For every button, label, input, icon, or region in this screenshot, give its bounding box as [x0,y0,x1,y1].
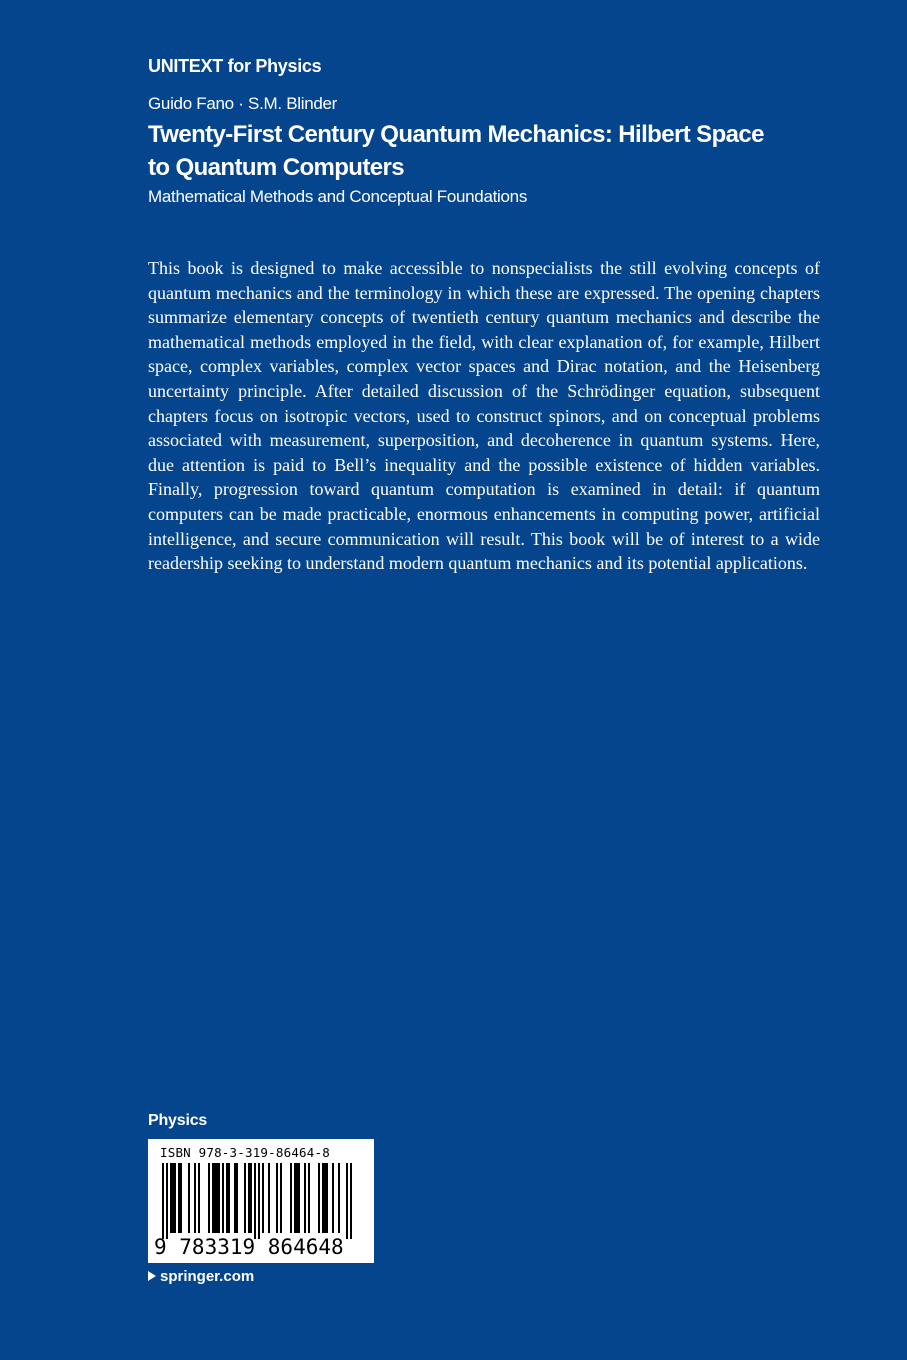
publisher-link[interactable] [148,1268,254,1285]
barcode-bar [174,1163,176,1233]
barcode-bar [208,1163,210,1233]
barcode-bar [188,1163,190,1233]
subject-category: Physics [148,1112,208,1129]
triangle-right-icon [148,1271,156,1281]
barcode-bar [166,1163,168,1239]
barcode-bar [290,1163,292,1233]
barcode-bar [254,1163,256,1239]
barcode-bar [250,1163,252,1233]
book-subtitle: Mathematical Methods and Conceptual Foundations [148,187,528,206]
barcode-bar [162,1163,164,1239]
barcode-bar [258,1163,260,1239]
barcode-bar [236,1163,238,1233]
barcode-bar [178,1163,180,1233]
series-name: UNITEXT for Physics [148,56,322,76]
ean-digits: 9 783319 864648 [154,1235,344,1259]
barcode-bar [228,1163,230,1233]
barcode-bar [304,1163,306,1233]
book-title: Twenty-First Century Quantum Mechanics: Hilbert Space to Quantum Computers [148,121,764,181]
authors: Guido Fano · S.M. Blinder [148,94,338,113]
barcode-bar [332,1163,334,1233]
barcode-bar [226,1163,228,1233]
barcode-bar [194,1163,196,1233]
barcode-bar [234,1163,236,1233]
barcode-bar [338,1163,340,1233]
barcode-bar [318,1163,320,1233]
isbn-label: ISBN 978-3-319-86464-8 [160,1145,330,1160]
barcode-bar [346,1163,348,1239]
barcode-bar [326,1163,328,1233]
barcode-bar [248,1163,250,1233]
barcode-bar [262,1163,264,1233]
barcode-bar [172,1163,174,1233]
barcode-bar [296,1163,298,1233]
barcode-bar [198,1163,200,1233]
barcode-bar [322,1163,324,1233]
barcode-bar [212,1163,214,1233]
publisher-url: springer.com [160,1268,255,1285]
barcode-bar [268,1163,270,1233]
barcode-bar [324,1163,326,1233]
barcode-bar [180,1163,182,1233]
barcode-bar [350,1163,352,1239]
barcode-bar [280,1163,282,1233]
barcode-bar [216,1163,218,1233]
barcode-bar [294,1163,296,1233]
barcode-bar [218,1163,220,1233]
barcode-bar [214,1163,216,1233]
barcode-bar [276,1163,278,1233]
barcode-bar [222,1163,224,1233]
barcode-bar [244,1163,246,1233]
barcode-bar [298,1163,300,1233]
barcode-bar [170,1163,172,1233]
book-description: This book is designed to make accessible to nonspecialists the still evolving concepts of quantum mechanics and the terminology in which these are expressed. The opening chapters summarize elementary concepts of twentieth century quantum mechanics and describe the mathematical methods employed in the field, with clear explanation of, for example, Hilbert space, complex variables, complex vector spaces and Dirac notation, and the Heisenberg uncertainty principle. After detailed discussion of the Schrödinger equation, subsequent chapters focus on isotropic vectors, used to construct spinors, and on conceptual problems associated with measurement, superposition, and decoherence in quantum systems. Here, due attention is paid to Bell’s inequality and the possible existence of hidden variables. Finally, progression toward quantum computation is examined in detail: if quantum computers can be made practicable, enormous enhancements in computing power, artificial intelligence, and secure communication will result. This book will be of interest to a wide readership seeking to understand modern quantum mechanics and its potential applications. [148,258,820,574]
barcode-bars [162,1163,360,1239]
barcode-bar [308,1163,310,1233]
isbn-barcode [148,1139,374,1263]
